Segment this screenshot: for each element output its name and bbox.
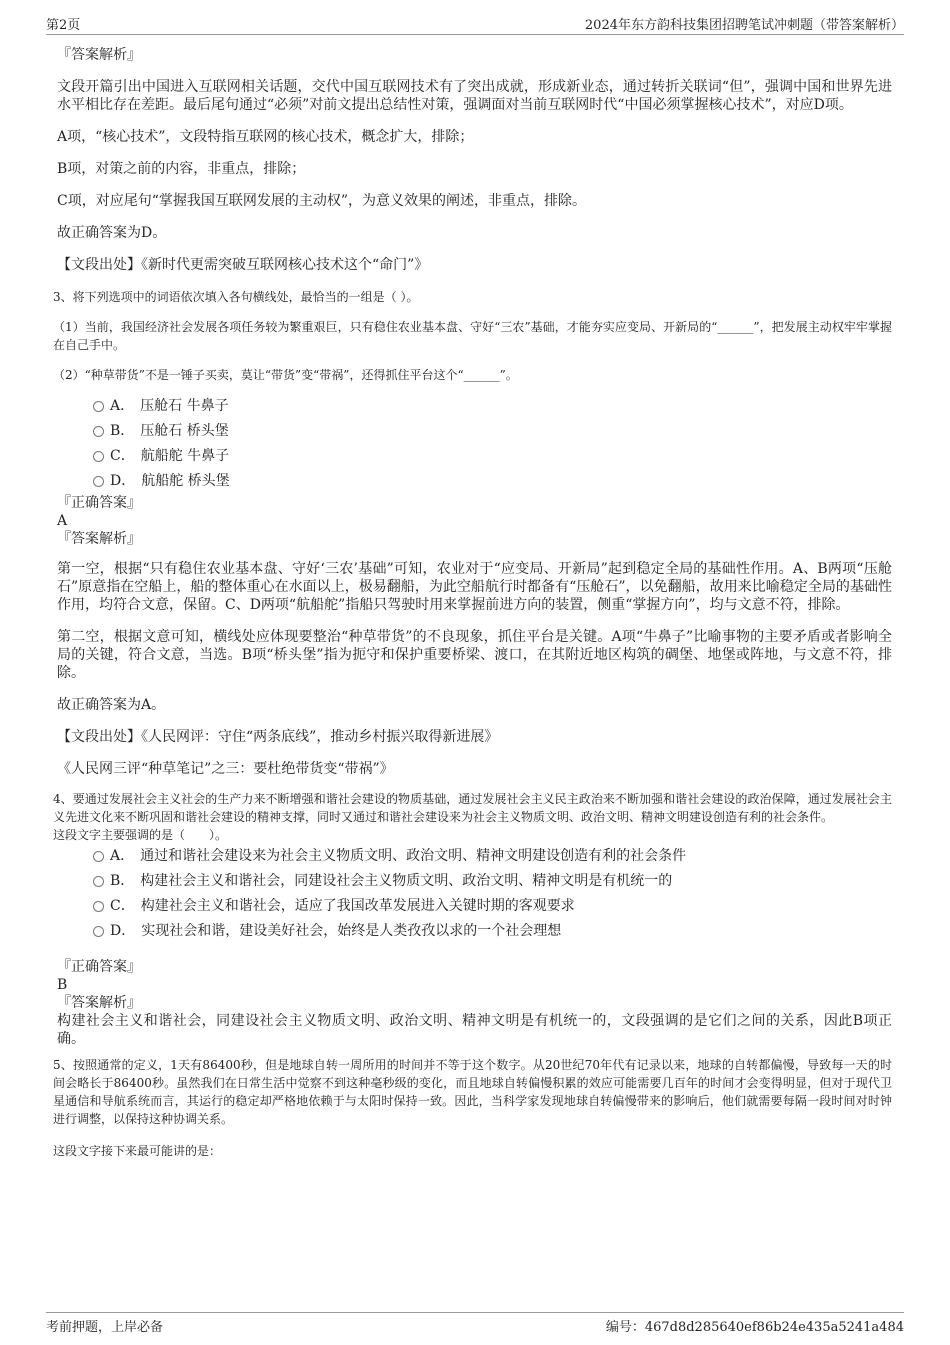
radio-button[interactable] — [93, 876, 104, 887]
source-citation: 【文段出处】《新时代更需突破互联网核心技术这个“命门”》 — [57, 257, 429, 273]
question-sentence: （1）当前，我国经济社会发展各项任务较为繁重艰巨，只有稳住农业基本盘、守好“三农”基础，才能夯实应变局、开新局的“______”，把发展主动权牢牢掌握在自己手中。 — [53, 320, 892, 352]
option-d[interactable]: D． 实现社会和谐，建设美好社会，始终是人类孜孜以求的一个社会理想 — [57, 919, 892, 944]
analysis-paragraph: C项，对应尾句“掌握我国互联网发展的主动权”，为意义效果的阐述，非重点，排除。 — [57, 193, 587, 209]
answer-value: B — [57, 977, 68, 993]
analysis-paragraph: 第一空，根据“只有稳住农业基本盘、守好‘三农’基础”可知，农业对于“应变局、开新局”起到稳定全局的基础性作用。A、B两项“压舱石”原意指在空船上，船的整体重心在水面以上，极易翻船，为此空船航行时都备有“压舱石”，以免翻船，故用来比喻稳定全局的基础性作用，均符合文意，保留。C、D两项“航船舵”指船只驾驶时用来掌握前进方向的装置，侧重“掌握方向”，均与文意不符，排除。 — [57, 561, 892, 613]
radio-button[interactable] — [93, 926, 104, 937]
analysis-conclusion: 故正确答案为A。 — [57, 697, 166, 713]
radio-button[interactable] — [93, 451, 104, 462]
analysis-conclusion: 故正确答案为D。 — [57, 225, 167, 241]
answer-label: 『正确答案』 — [57, 959, 141, 975]
radio-button[interactable] — [93, 901, 104, 912]
analysis-label: 『答案解析』 — [57, 47, 141, 63]
option-c[interactable]: C． 航船舵 牛鼻子 — [57, 444, 892, 469]
radio-button[interactable] — [93, 476, 104, 487]
analysis-paragraph: 第二空，根据文意可知，横线处应体现要整治“种草带货”的不良现象，抓住平台是关键。A项“牛鼻子”比喻事物的主要矛盾或者影响全局的关键，符合文意，当选。B项“桥头堡”指为扼守和保护重要桥梁、渡口，在其附近地区构筑的碉堡、地堡或阵地，与文意不符，排除。 — [57, 629, 892, 681]
question-ask: 这段文字接下来最可能讲的是： — [53, 1144, 222, 1158]
question-stem: 3、将下列选项中的词语依次填入各句横线处，最恰当的一组是（ ）。 — [53, 290, 419, 304]
option-b[interactable]: B． 构建社会主义和谐社会，同建设社会主义物质文明、政治文明、精神文明是有机统一的 — [57, 869, 892, 894]
page-content — [53, 46, 892, 1160]
analysis-label: 『答案解析』 — [57, 995, 141, 1011]
page-footer — [46, 1312, 904, 1335]
document-title: 2024年东方韵科技集团招聘笔试冲刺题（带答案解析） — [584, 18, 904, 33]
source-citation: 【文段出处】《人民网评：守住“两条底线”，推动乡村振兴取得新进展》 — [57, 729, 499, 745]
page-number: 第2页 — [46, 18, 81, 33]
question-stem: 5、按照通常的定义，1天有86400秒，但是地球自转一周所用的时间并不等于这个数字。从20世纪70年代有记录以来，地球的自转都偏慢，导致每一天的时间会略长于86400秒。虽然我们在日常生活中觉察不到这种毫秒级的变化，而且地球自转偏慢积累的效应可能需要几百年的时间才会变得明显，但对于现代卫星通信和导航系统而言，其运行的稳定却严格地依赖于与太阳时保持一致。因此，当科学家发现地球自转偏慢带来的影响后，他们就需要每隔一段时间对时钟进行调整，以保持这种协调关系。 — [53, 1058, 892, 1126]
source-citation: 《人民网三评“种草笔记”之三：要杜绝带货变“带祸”》 — [57, 761, 394, 777]
analysis-label: 『答案解析』 — [57, 531, 141, 547]
footer-slogan: 考前押题，上岸必备 — [46, 1320, 164, 1335]
option-a[interactable]: A． 压舱石 牛鼻子 — [57, 394, 892, 419]
radio-button[interactable] — [93, 401, 104, 412]
option-a[interactable]: A． 通过和谐社会建设来为社会主义物质文明、政治文明、精神文明建设创造有利的社会条件 — [57, 844, 892, 869]
answer-label: 『正确答案』 — [57, 495, 141, 511]
analysis-paragraph: B项，对策之前的内容，非重点，排除； — [57, 161, 306, 177]
option-b[interactable]: B． 压舱石 桥头堡 — [57, 419, 892, 444]
analysis-paragraph: 构建社会主义和谐社会，同建设社会主义物质文明、政治文明、精神文明是有机统一的，文段强调的是它们之间的关系，因此B项正确。 — [57, 1013, 892, 1047]
answer-value: A — [57, 513, 68, 529]
page-header — [46, 12, 904, 35]
radio-button[interactable] — [93, 851, 104, 862]
question-stem: 4、要通过发展社会主义社会的生产力来不断增强和谐社会建设的物质基础，通过发展社会主义民主政治来不断加强和谐社会建设的政治保障，通过发展社会主义先进文化来不断巩固和谐社会建设的精神支撑，同时又通过和谐社会建设来为社会主义物质文明、政治文明、精神文明建设创造有利的社会条件。 — [53, 792, 892, 824]
analysis-paragraph: 文段开篇引出中国进入互联网相关话题，交代中国互联网技术有了突出成就，形成新业态，通过转折关联词“但”，强调中国和世界先进水平相比存在差距。最后尾句通过“必须”对前文提出总结性对策，强调面对当前互联网时代“中国必须掌握核心技术”，对应D项。 — [57, 79, 892, 113]
question-ask: 这段文字主要强调的是（ ）。 — [53, 828, 228, 842]
option-c[interactable]: C． 构建社会主义和谐社会，适应了我国改革发展进入关键时期的客观要求 — [57, 894, 892, 919]
question-sentence: （2）“种草带货”不是一锤子买卖，莫让“带货”变“带祸”，还得抓住平台这个“______”。 — [53, 368, 518, 382]
document-id: 编号：467d8d285640ef86b24e435a5241a484 — [605, 1320, 904, 1335]
radio-button[interactable] — [93, 426, 104, 437]
option-d[interactable]: D． 航船舵 桥头堡 — [57, 469, 892, 494]
analysis-paragraph: A项，“核心技术”，文段特指互联网的核心技术，概念扩大，排除； — [57, 129, 474, 145]
